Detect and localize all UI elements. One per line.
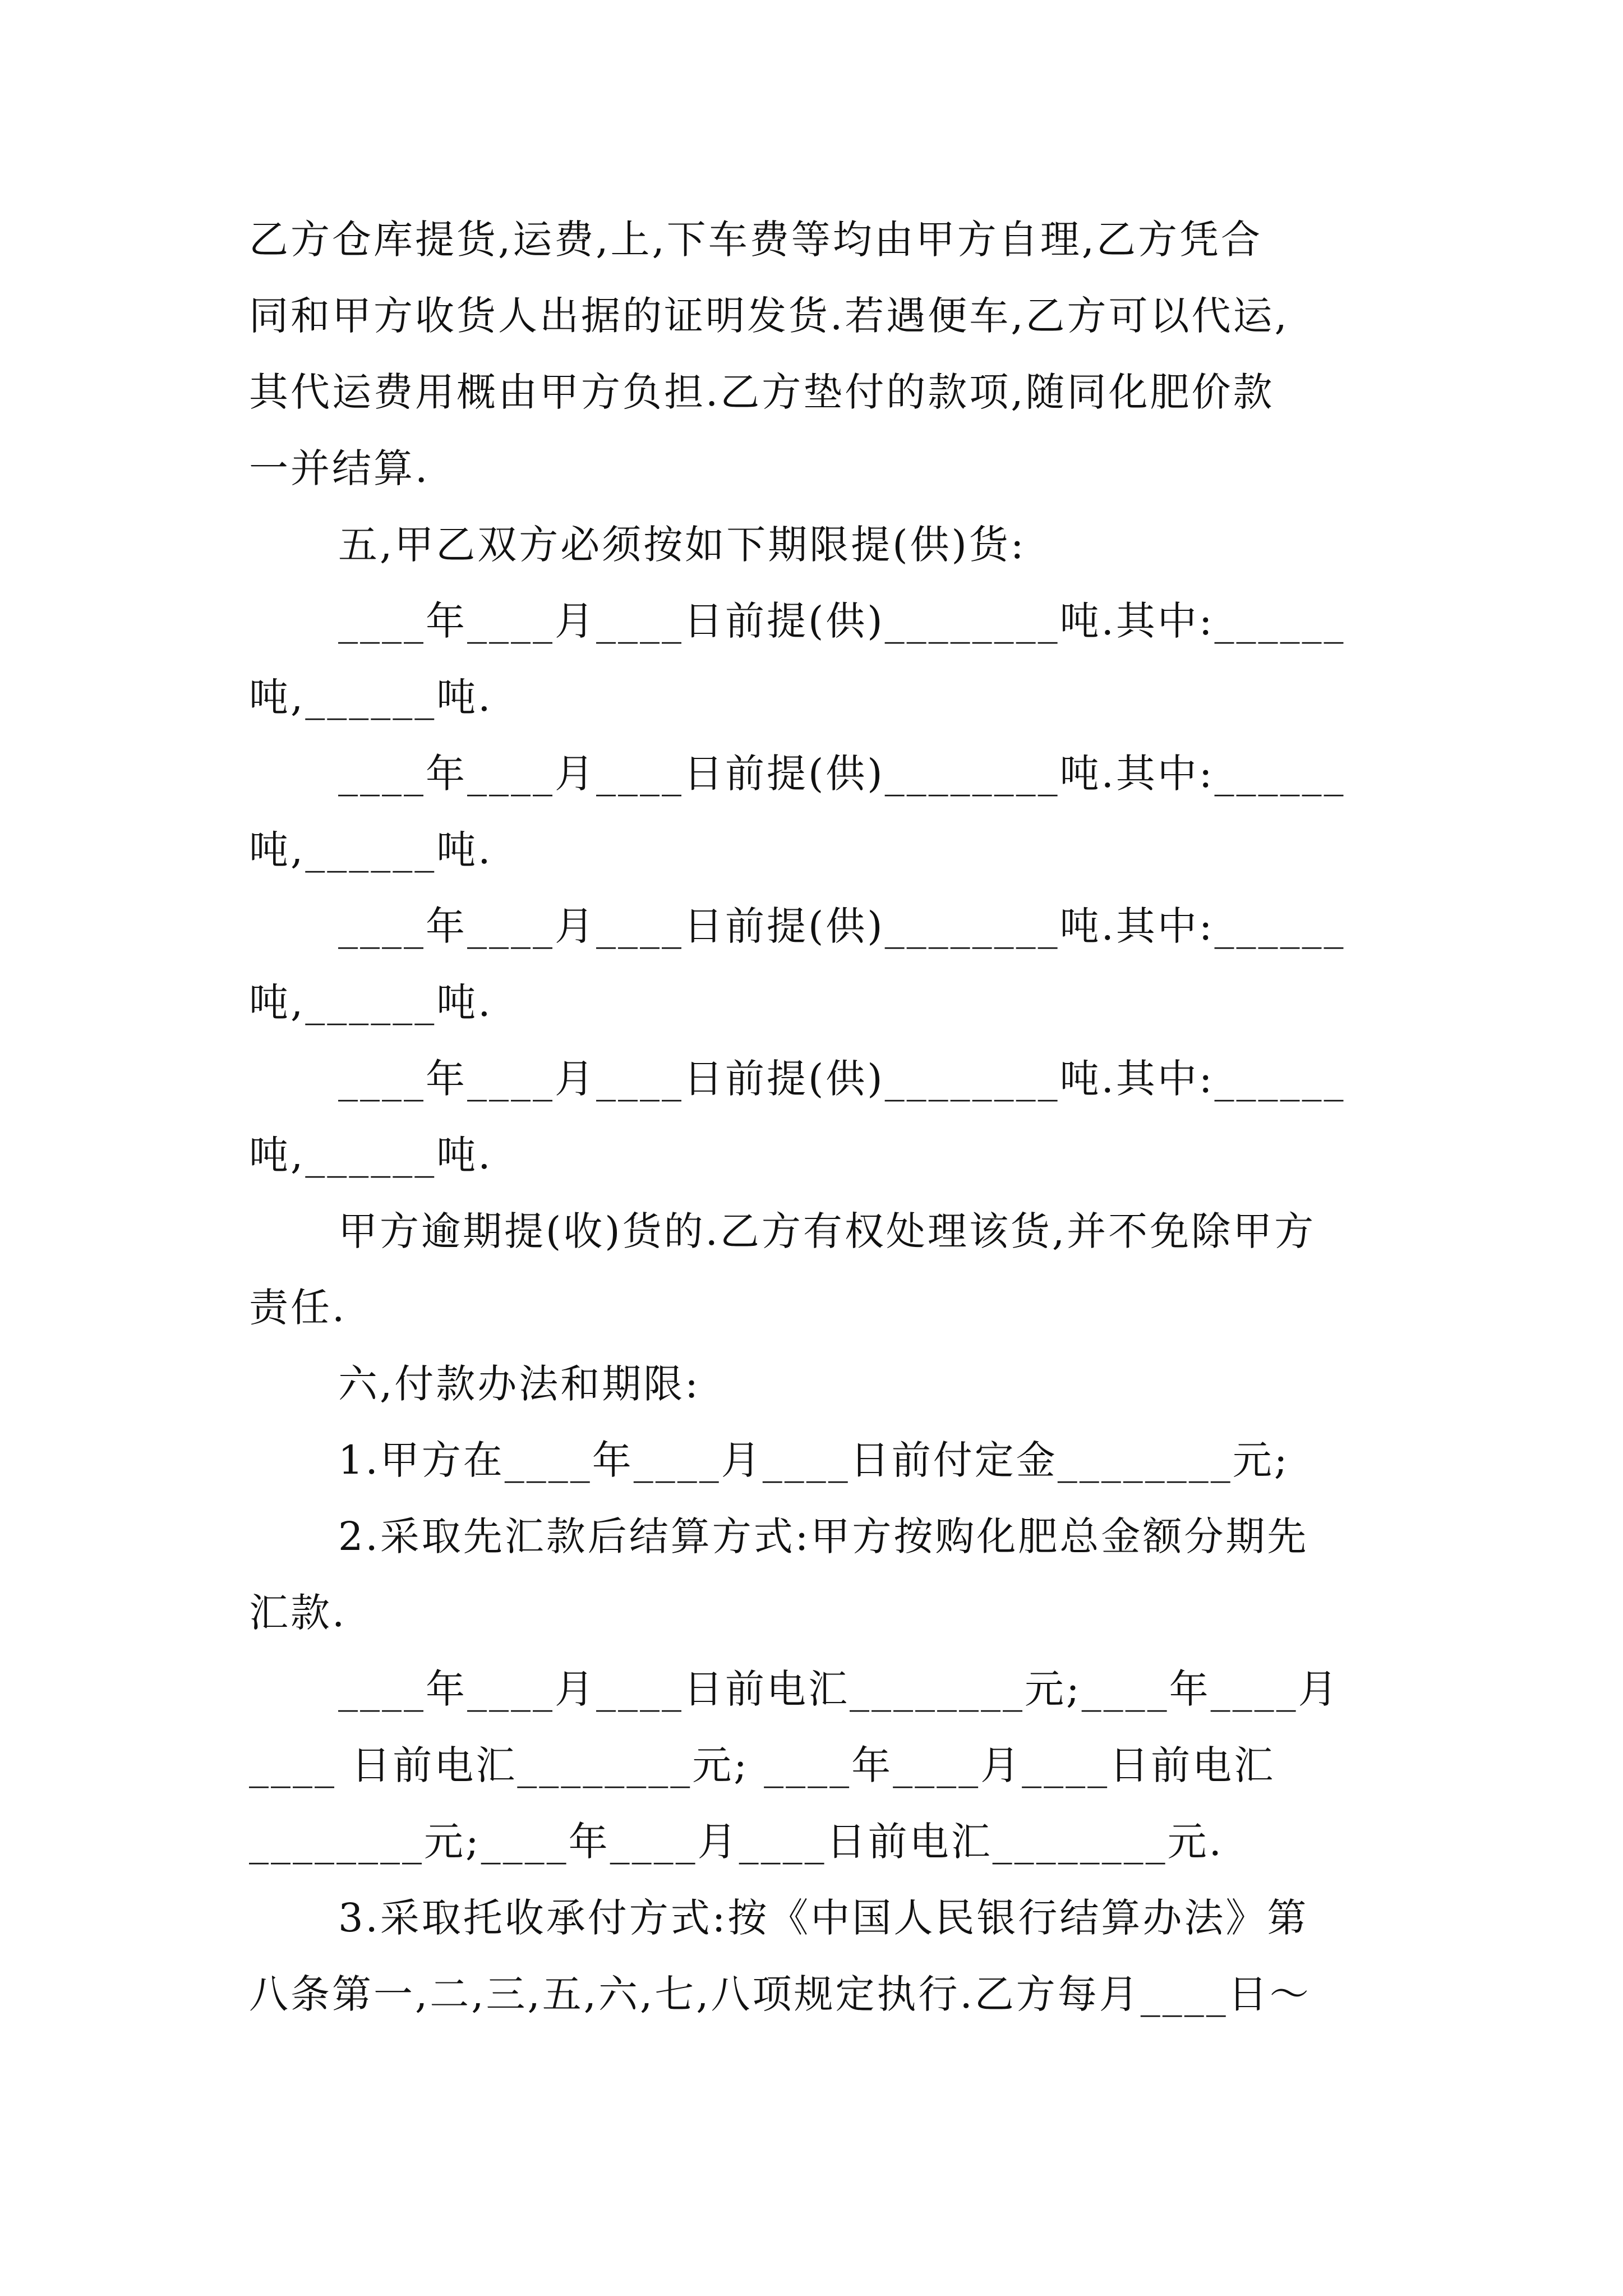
text-line: ____年____月____日前提(供)________吨.其中:______ <box>338 598 1346 644</box>
text-line: 甲方逾期提(收)货的.乙方有权处理该货,并不免除甲方 <box>338 1208 1316 1254</box>
section-heading: 六,付款办法和期限: <box>338 1361 700 1407</box>
text-line: ____ 日前电汇________元; ____年____月____日前电汇 <box>249 1742 1276 1788</box>
text-line: 吨,______吨. <box>249 827 493 873</box>
text-line: ____年____月____日前提(供)________吨.其中:______ <box>338 1056 1346 1102</box>
text-line: 吨,______吨. <box>249 674 493 720</box>
text-line: ____年____月____日前提(供)________吨.其中:______ <box>338 903 1346 949</box>
text-line: 3.采取托收承付方式:按《中国人民银行结算办法》第 <box>338 1895 1309 1941</box>
text-line: 其代运费用概由甲方负担.乙方垫付的款项,随同化肥价款 <box>249 369 1275 415</box>
text-line: 同和甲方收货人出据的证明发货.若遇便车,乙方可以代运, <box>249 293 1289 339</box>
text-line: ________元;____年____月____日前电汇________元. <box>249 1819 1224 1865</box>
text-line: ____年____月____日前电汇________元;____年____月 <box>338 1666 1340 1712</box>
text-line: 乙方仓库提货,运费,上,下车费等均由甲方自理,乙方凭合 <box>249 217 1263 263</box>
text-line: 一并结算. <box>249 445 430 491</box>
section-heading: 五,甲乙双方必须按如下期限提(供)货: <box>338 522 1026 568</box>
text-line: 2.采取先汇款后结算方式:甲方按购化肥总金额分期先 <box>338 1513 1309 1559</box>
text-line: 吨,______吨. <box>249 979 493 1025</box>
text-line: 吨,______吨. <box>249 1132 493 1178</box>
text-line: 1.甲方在____年____月____日前付定金________元; <box>338 1437 1290 1483</box>
text-line: 八条第一,二,三,五,六,七,八项规定执行.乙方每月____日～ <box>249 1971 1311 2017</box>
text-line: ____年____月____日前提(供)________吨.其中:______ <box>338 751 1346 797</box>
text-line: 责任. <box>249 1285 347 1331</box>
text-line: 汇款. <box>249 1590 347 1636</box>
